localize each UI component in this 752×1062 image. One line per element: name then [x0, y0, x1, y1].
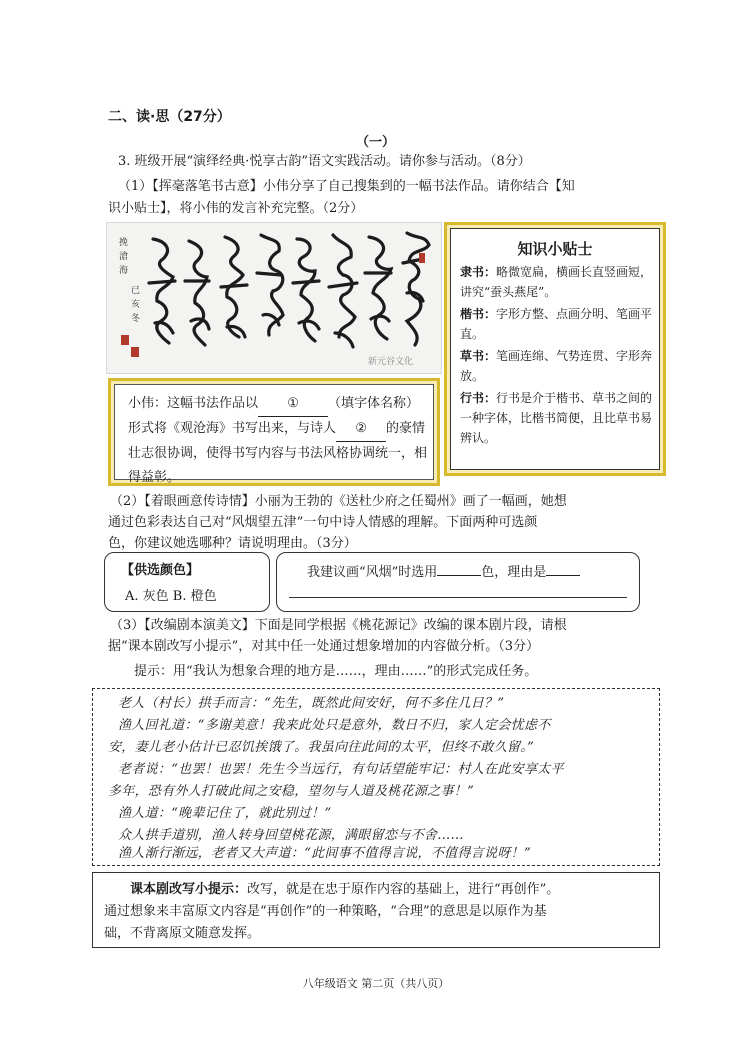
- prompt-line: 提示：用“我认为想象合理的地方是……，理由……”的形式完成任务。: [134, 664, 538, 679]
- answer-text-a: 我建议画“风烟”时选用: [307, 565, 438, 580]
- hint-line-1: [130, 879, 678, 901]
- color-blank[interactable]: [437, 561, 481, 576]
- xiaowei-text-c: 的豪情壮志很协调，使得书写内容与书法风格协调统一，相得益彰。: [128, 421, 428, 485]
- answer-text-b: 色，理由是: [481, 565, 547, 580]
- svg-text:亥: 亥: [131, 300, 141, 310]
- color-options: A. 灰色 B. 橙色: [125, 589, 217, 604]
- color-options-box: [104, 552, 270, 612]
- svg-text:已: 已: [131, 286, 141, 296]
- part3-line2: 据“课本剧改写小提示”，对其中任一处通过想象增加的内容做分析。（3分）: [108, 639, 540, 654]
- hint-line-2: 通过想象来丰富原文内容是“再创作”的一种策略，“合理”的意思是以原作为基: [104, 904, 547, 919]
- answer-prompt: [307, 561, 580, 580]
- xiaowei-speech: [128, 392, 428, 490]
- tip-name: 隶书：: [460, 265, 497, 279]
- part3-line1: （3）【改编剧本演美文】下面是同学根据《桃花源记》改编的课本剧片段，请根: [110, 618, 567, 633]
- section-title: 二、读·思（27分）: [108, 109, 231, 125]
- hint-label: 课本剧改写小提示：: [130, 882, 248, 897]
- script-line: 渔人渐行渐远，老者又大声道：“此间事不值得言说，不值得言说呀！”: [118, 846, 531, 861]
- hint-line-3: 础，不背离原文随意发挥。: [104, 926, 261, 941]
- tip-desc: 行书是介于楷书、草书之间的一种字体，比楷书简便，且比草书易辨认。: [460, 391, 653, 445]
- tip-name: 草书：: [460, 349, 497, 363]
- script-line: 多年，恐有外人打破此间之安稳，望勿与人道及桃花源之事！”: [108, 784, 475, 799]
- tip-name: 楷书：: [460, 307, 497, 321]
- blank-1[interactable]: ①: [258, 392, 328, 417]
- tip-kaishu: [460, 304, 656, 344]
- part1-line1: （1）【挥毫落笔书古意】小伟分享了自己搜集到的一幅书法作品。请你结合【知: [118, 179, 575, 194]
- part2-line1: （2）【着眼画意传诗情】小丽为王勃的《送杜少府之任蜀州》画了一幅画，她想: [110, 494, 567, 509]
- reason-blank[interactable]: [546, 561, 580, 576]
- xiaowei-text-a: 小伟：这幅书法作品以: [128, 396, 259, 411]
- tips-title: 知识小贴士: [517, 240, 593, 258]
- svg-text:滄: 滄: [119, 252, 129, 262]
- tip-desc: 略微宽扁，横画长直竖画短，讲究“蚕头燕尾”。: [460, 265, 653, 299]
- page-footer: 八年级语文 第二页（共八页）: [302, 977, 450, 990]
- tip-caoshu: [460, 346, 656, 386]
- color-options-title: 【供选颜色】: [121, 563, 200, 578]
- answer-line[interactable]: [289, 597, 627, 598]
- part2-line2: 通过色彩表达自己对“风烟望五津”一句中诗人情感的理解。下面两种可选颜: [108, 515, 538, 530]
- script-line: 渔人回礼道：“多谢美意！我来此处只是意外，数日不归，家人定会忧虑不: [118, 718, 551, 733]
- watermark: 新元谷文化: [368, 357, 414, 367]
- tip-lishu: [460, 262, 656, 302]
- script-line: 老者说：“也罢！也罢！先生今当远行，有句话望能牢记：村人在此安享太平: [118, 762, 564, 777]
- tip-desc: 字形方整、点画分明、笔画平直。: [460, 307, 653, 341]
- part2-line3: 色，你建议她选哪种？请说明理由。（3分）: [108, 536, 357, 551]
- svg-text:挽: 挽: [119, 238, 129, 248]
- tip-name: 行书：: [460, 391, 497, 405]
- svg-text:海: 海: [119, 266, 129, 276]
- sub-title: （一）: [356, 135, 396, 150]
- script-line: 老人（村长）拱手而言：“先生，既然此间安好，何不多住几日？”: [118, 696, 505, 711]
- script-line: 安，妻儿老小估计已忍饥挨饿了。我虽向往此间的太平，但终不敢久留。”: [108, 740, 535, 755]
- question-3-intro: 3. 班级开展“演绎经典·悦享古韵”语文实践活动。请你参与活动。（8分）: [118, 154, 531, 169]
- tip-xingshu: [460, 388, 656, 448]
- script-line: 渔人道：“晚辈记住了，就此别过！”: [118, 806, 332, 821]
- part1-line2: 识小贴士】，将小伟的发言补充完整。（2分）: [108, 201, 364, 216]
- svg-text:冬: 冬: [131, 314, 141, 324]
- script-line: 众人拱手道别，渔人转身回望桃花源，满眼留恋与不舍……: [118, 828, 464, 843]
- blank-2[interactable]: ②: [336, 417, 386, 442]
- answer-box: [276, 552, 640, 612]
- calligraphy-image: [106, 222, 442, 374]
- xiaowei-text-b: （填字体名称）形式将《观沧海》书写出来，与诗人: [128, 396, 420, 436]
- hint-text-1: 改写，就是在忠于原作内容的基础上，进行“再创作”。: [247, 882, 560, 897]
- tip-desc: 笔画连绵、气势连贯、字形奔放。: [460, 349, 653, 383]
